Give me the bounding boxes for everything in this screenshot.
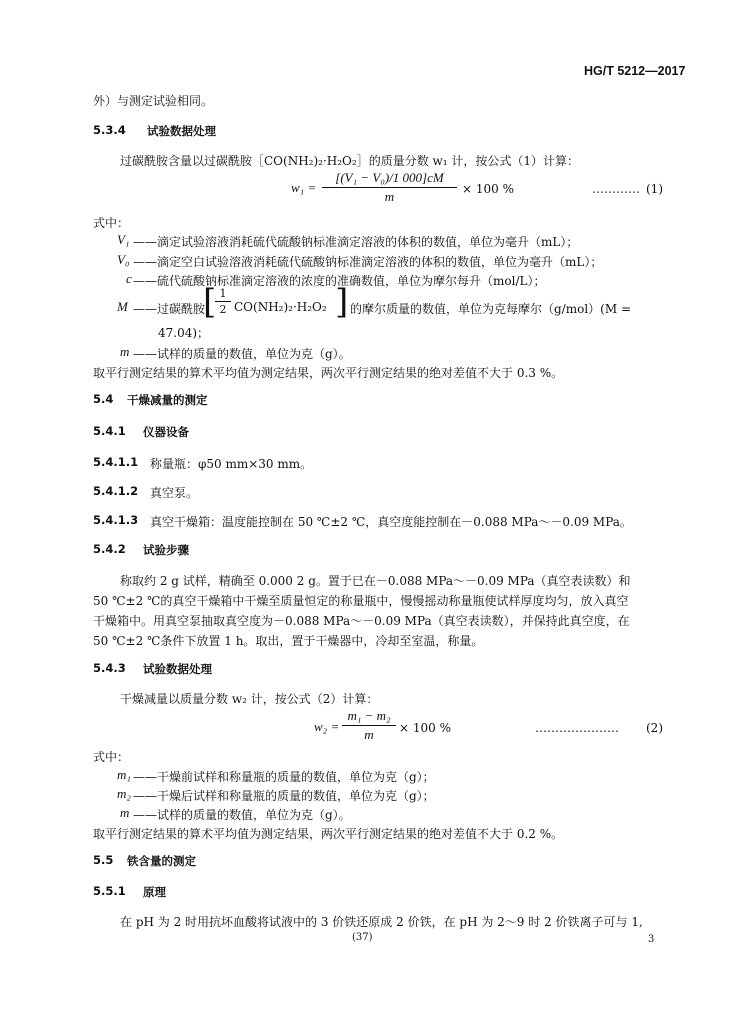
def-M-post: 的摩尔质量的数值，单位为克每摩尔（g/mol）(M = (350, 302, 632, 316)
continuation-text: 外）与测定试验相同。 (93, 94, 214, 108)
formula-2-tail: × 100 % (399, 721, 451, 735)
formula-2-fraction (342, 708, 396, 743)
def-M-bracket-body: CO(NH₂)₂·H₂O₂ (234, 300, 327, 314)
def-text: ——滴定试验溶液消耗硫代硫酸钠标准滴定溶液的体积的数值，单位为毫升（mL）； (133, 235, 579, 249)
result-note-2: 取平行测定结果的算术平均值为测定结果，两次平行测定结果的绝对差值不大于 0.2 %。 (93, 827, 564, 841)
half-numerator: 1 (215, 287, 231, 302)
section-5-4-1-3-text: 真空干燥箱：温度能控制在 50 ℃±2 ℃，真空度能控制在－0.088 MPa～－0.09 MPa。 (150, 515, 632, 529)
def-symbol: m₁ (117, 767, 131, 782)
formula-2-numerator: m₁ − m₂ (342, 708, 396, 726)
section-5-4-2-title: 试验步骤 (143, 543, 189, 557)
section-5-5-1-number: 5.5.1 (93, 884, 126, 898)
page-number-center: (37) (352, 932, 373, 943)
section-5-5-1-title: 原理 (143, 885, 166, 899)
def-symbol-M: M (117, 299, 128, 314)
formula-1-denominator: m (384, 189, 395, 204)
def-text: ——试样的质量的数值，单位为克（g）。 (133, 347, 351, 361)
where-label-2: 式中： (93, 750, 130, 764)
formula-1-numerator: [(V₁ − V₀)/1 000]cM (322, 170, 457, 188)
def-text: ——干燥后试样和称量瓶的质量的数值，单位为克（g）； (133, 789, 435, 803)
page-number-right: 3 (648, 934, 655, 945)
formula-1-lhs: w₁ = (291, 180, 317, 195)
def-symbol: V₀ (117, 252, 130, 267)
section-5-4-3-number: 5.4.3 (93, 661, 126, 675)
section-5-4-1-2-text: 真空泵。 (150, 486, 199, 500)
section-5-5-title: 铁含量的测定 (127, 854, 196, 868)
section-5-4-2-number: 5.4.2 (93, 542, 126, 556)
section-5-3-4-title: 试验数据处理 (147, 124, 216, 138)
formula-1-fraction (322, 170, 457, 205)
section-5-4-1-3-number: 5.4.1.3 (93, 513, 139, 527)
section-5-4-1-1-text: 称量瓶：φ50 mm×30 mm。 (150, 457, 313, 471)
document-code: HG/T 5212—2017 (584, 64, 686, 78)
left-bracket: [ (203, 282, 217, 322)
def-symbol: m₂ (117, 786, 131, 801)
section-5-4-1-number: 5.4.1 (93, 424, 126, 438)
section-5-5-1-text: 在 pH 为 2 时用抗坏血酸将试液中的 3 价铁还原成 2 价铁，在 pH 为 2～9 时 2 价铁离子可与 1, (120, 915, 643, 929)
section-5-4-3-title: 试验数据处理 (143, 662, 212, 676)
formula-2-number: (2) (646, 721, 663, 735)
result-note-1: 取平行测定结果的算术平均值为测定结果，两次平行测定结果的绝对差值不大于 0.3 %。 (93, 366, 564, 380)
paragraph-line: 50 ℃±2 ℃的真空干燥箱中干燥至质量恒定的称量瓶中，慢慢摇动称量瓶使试样厚度均匀，放入真空 (93, 594, 629, 608)
formula-1-tail: × 100 % (462, 182, 514, 196)
section-5-4-1-title: 仪器设备 (143, 425, 189, 439)
paragraph-line: 干燥箱中。用真空泵抽取真空度为－0.088 MPa～－0.09 MPa（真空表读数），并保持此真空度，在 (93, 614, 630, 628)
section-5-3-4-intro: 过碳酰胺含量以过碳酰胺［CO(NH₂)₂·H₂O₂］的质量分数 w₁ 计，按公式（1）计算： (120, 154, 580, 168)
def-text: ——硫代硫酸钠标准滴定溶液的浓度的准确数值，单位为摩尔每升（mol/L）； (133, 274, 546, 288)
def-text: ——试样的质量的数值，单位为克（g）。 (133, 808, 351, 822)
section-5-4-number: 5.4 (93, 392, 114, 406)
section-5-4-title: 干燥减量的测定 (127, 393, 208, 407)
def-symbol: m (120, 344, 130, 359)
section-5-5-number: 5.5 (93, 853, 114, 867)
def-symbol: c (126, 271, 132, 286)
section-5-4-3-intro: 干燥减量以质量分数 w₂ 计，按公式（2）计算： (120, 692, 379, 706)
section-5-4-1-1-number: 5.4.1.1 (93, 455, 139, 469)
def-M-cont: 47.04)； (158, 326, 210, 340)
section-5-4-1-2-number: 5.4.1.2 (93, 484, 139, 498)
def-M-pre: ——过碳酰胺 (133, 302, 206, 316)
formula-2-lhs: w₂ = (314, 719, 340, 734)
def-symbol: m (120, 805, 130, 820)
where-label-1: 式中： (93, 216, 130, 230)
right-bracket: ] (335, 282, 349, 322)
formula-1-dots: ………… (592, 182, 640, 196)
half-fraction (215, 287, 231, 316)
def-text: ——干燥前试样和称量瓶的质量的数值，单位为克（g）； (133, 770, 435, 784)
paragraph-line: 50 ℃±2 ℃条件下放置 1 h。取出，置于干燥器中，冷却至室温，称量。 (93, 634, 484, 648)
def-symbol: V₁ (117, 232, 130, 247)
half-denominator: 2 (219, 303, 227, 316)
formula-2-denominator: m (364, 727, 374, 742)
formula-2-dots: ………………… (535, 721, 619, 735)
def-text: ——滴定空白试验溶液消耗硫代硫酸钠标准滴定溶液的体积的数值，单位为毫升（mL）； (133, 255, 603, 269)
section-5-3-4-number: 5.3.4 (93, 123, 126, 137)
formula-1-number: (1) (646, 182, 663, 196)
paragraph-line: 称取约 2 g 试样，精确至 0.000 2 g。置于已在－0.088 MPa～－0.09 MPa（真空表读数）和 (120, 574, 631, 588)
